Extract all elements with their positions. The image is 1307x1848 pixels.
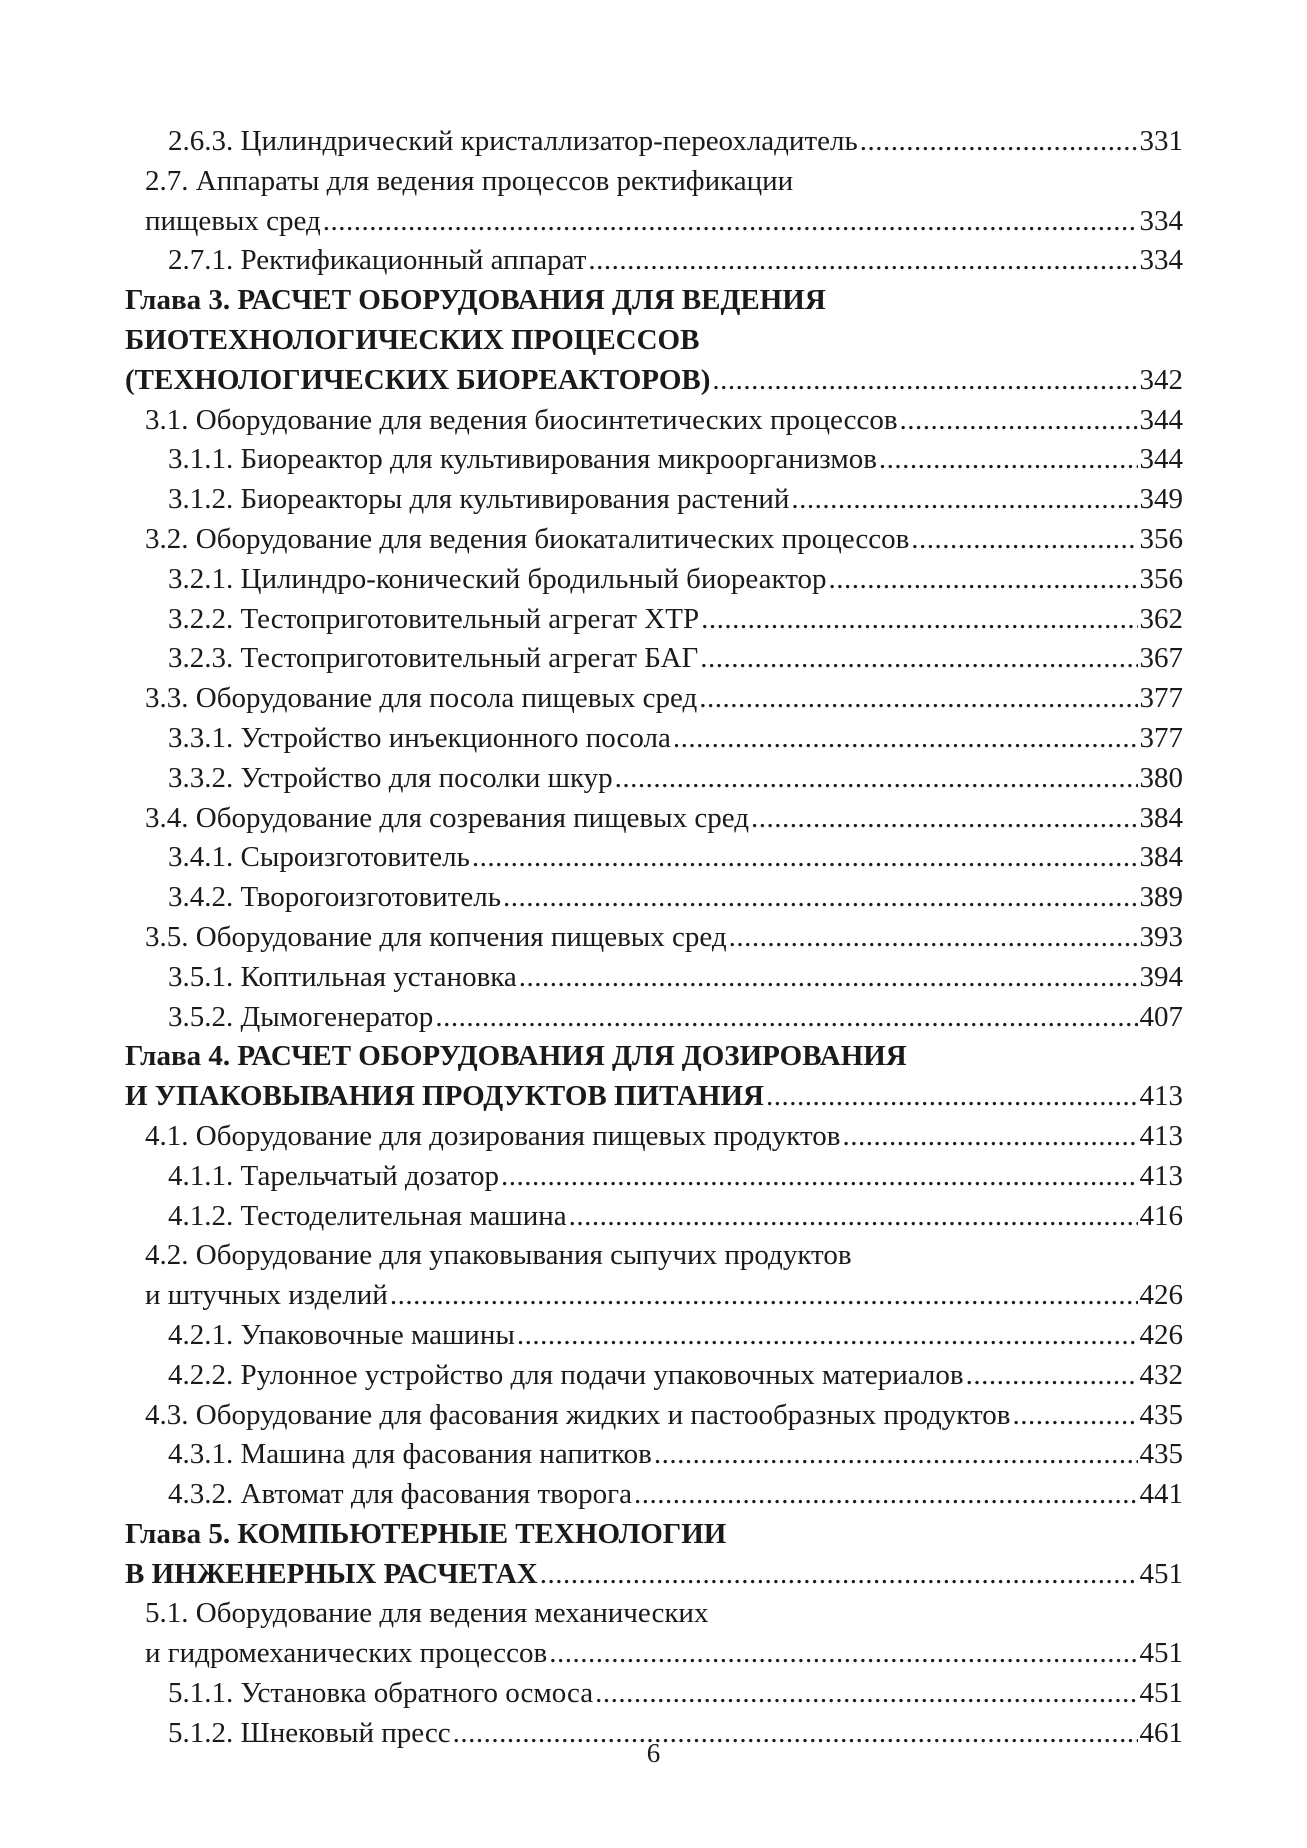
toc-page-number: 344 (1139, 403, 1183, 436)
page-number: 6 (646, 1738, 661, 1768)
dot-leader (860, 122, 1138, 162)
toc-entry-title: 5.1.1. Установка обратного осмоса (168, 1677, 594, 1710)
toc-entry (125, 1117, 1183, 1157)
toc-line (125, 1157, 1183, 1197)
toc-line (125, 1117, 1183, 1157)
dot-leader (712, 361, 1137, 401)
toc-entry-title: 5.1.2. Шнековый пресс (168, 1716, 451, 1749)
dot-leader (1012, 1396, 1137, 1436)
toc-entry (125, 560, 1183, 600)
toc-entry-title: 3.1. Оборудование для ведения биосинтетических процессов (145, 403, 898, 436)
toc-page-number: 435 (1139, 1398, 1183, 1431)
dot-leader (900, 401, 1138, 441)
toc-entry (125, 440, 1183, 480)
toc-entry-title: 4.3.1. Машина для фасования напитков (168, 1438, 652, 1471)
toc-page-number: 377 (1139, 721, 1183, 754)
dot-leader (654, 1435, 1138, 1475)
toc-entry-title: 4.1.2. Тестоделительная машина (168, 1199, 567, 1232)
dot-leader (829, 560, 1138, 600)
toc-entry-title: Глава 4. РАСЧЕТ ОБОРУДОВАНИЯ ДЛЯ ДОЗИРОВАНИЯ (125, 1040, 907, 1073)
dot-leader (390, 1276, 1138, 1316)
toc-entry-title: и гидромеханических процессов (145, 1637, 548, 1670)
toc-entry (125, 122, 1183, 162)
toc-page-number: 389 (1139, 881, 1183, 914)
toc-entry-title: 2.6.3. Цилиндрический кристаллизатор-переохладитель (168, 125, 858, 157)
toc-entry (125, 162, 1183, 242)
toc-entry (125, 401, 1183, 441)
toc-entry-title: 4.2.1. Упаковочные машины (168, 1318, 515, 1351)
dot-leader (517, 1316, 1138, 1356)
toc-entry-title: 3.1.1. Биореактор для культивирования микроорганизмов (168, 443, 877, 476)
toc-entry (125, 639, 1183, 679)
dot-leader (879, 440, 1138, 480)
toc-line (125, 361, 1183, 401)
toc-line (125, 202, 1183, 242)
dot-leader (615, 759, 1138, 799)
toc-line (125, 1197, 1183, 1237)
toc-line (125, 1435, 1183, 1475)
toc-page-number: 413 (1139, 1080, 1183, 1113)
dot-leader (766, 1077, 1138, 1117)
dot-leader (503, 878, 1138, 918)
toc-entry (125, 1396, 1183, 1436)
toc-entry (125, 958, 1183, 998)
toc-entry (125, 1157, 1183, 1197)
toc-page-number: 384 (1139, 841, 1183, 874)
toc-entry (125, 1475, 1183, 1515)
dot-leader (791, 480, 1137, 520)
toc-entry-title: Глава 5. КОМПЬЮТЕРНЫЕ ТЕХНОЛОГИИ (125, 1517, 727, 1550)
toc-entry (125, 679, 1183, 719)
toc-line (125, 480, 1183, 520)
toc-line (125, 1236, 1183, 1276)
toc-entry-title: 3.3.2. Устройство для посолки шкур (168, 761, 613, 794)
toc-entry-title: 4.1.1. Тарельчатый дозатор (168, 1159, 499, 1192)
toc-line (125, 321, 1183, 361)
toc-entry (125, 799, 1183, 839)
toc-entry (125, 1236, 1183, 1316)
toc-chapter-entry (125, 1037, 1183, 1117)
toc-line (125, 998, 1183, 1038)
toc-entry-title: 3.3.1. Устройство инъекционного посола (168, 721, 671, 754)
toc-page-number: 441 (1139, 1478, 1183, 1511)
toc-entry-title: 3.3. Оборудование для посола пищевых сред (145, 682, 698, 715)
dot-leader (673, 719, 1138, 759)
toc-entry-title: пищевых сред (145, 204, 321, 237)
toc-entry (125, 1435, 1183, 1475)
toc-line (125, 401, 1183, 441)
toc-entry-title: и штучных изделий (145, 1279, 388, 1312)
toc-line (125, 878, 1183, 918)
toc-page-number: 432 (1139, 1358, 1183, 1391)
dot-leader (699, 679, 1137, 719)
toc-line (125, 281, 1183, 321)
toc-entry (125, 838, 1183, 878)
toc-line (125, 958, 1183, 998)
toc-page-number: 451 (1139, 1557, 1183, 1590)
toc-page-number: 426 (1139, 1279, 1183, 1312)
toc-entry (125, 878, 1183, 918)
toc-page-number: 342 (1139, 363, 1183, 396)
dot-leader (729, 918, 1138, 958)
toc-page-number: 426 (1139, 1318, 1183, 1351)
toc-line (125, 1316, 1183, 1356)
toc-line (125, 560, 1183, 600)
toc-page-number: 362 (1139, 602, 1183, 635)
toc-page-number: 331 (1139, 125, 1183, 157)
toc-line (125, 241, 1183, 281)
toc-entry-title: 4.3. Оборудование для фасования жидких и пастообразных продуктов (145, 1398, 1011, 1431)
toc-entry-title: В ИНЖЕНЕРНЫХ РАСЧЕТАХ (125, 1557, 538, 1590)
toc-line (125, 1475, 1183, 1515)
toc-page-number: 384 (1139, 801, 1183, 834)
toc-line (125, 1674, 1183, 1714)
toc-entry-title: 4.1. Оборудование для дозирования пищевых продуктов (145, 1119, 841, 1152)
toc-line (125, 639, 1183, 679)
toc-page-number: 367 (1139, 642, 1183, 675)
toc-entry-title: БИОТЕХНОЛОГИЧЕСКИХ ПРОЦЕССОВ (125, 323, 700, 356)
toc-page-number: 416 (1139, 1199, 1183, 1232)
toc-entry-title: 4.2.2. Рулонное устройство для подачи упаковочных материалов (168, 1358, 964, 1391)
toc-entry-title: 3.2.3. Тестоприготовительный агрегат БАГ (168, 642, 699, 675)
toc-entry-title: 5.1. Оборудование для ведения механических (145, 1597, 709, 1630)
toc-entry-title: 3.4.1. Сыроизготовитель (168, 841, 470, 874)
toc-entry (125, 480, 1183, 520)
toc-entry (125, 520, 1183, 560)
toc-page-number: 407 (1139, 1000, 1183, 1033)
toc-line (125, 1634, 1183, 1674)
toc-entry (125, 241, 1183, 281)
dot-leader (588, 241, 1137, 281)
toc-entry-title: 2.7. Аппараты для ведения процессов ректификации (145, 164, 794, 197)
toc-line (125, 1594, 1183, 1634)
toc-line (125, 1396, 1183, 1436)
dot-leader (540, 1555, 1138, 1595)
dot-leader (843, 1117, 1138, 1157)
toc-entry-title: 3.2.2. Тестоприготовительный агрегат ХТР (168, 602, 700, 635)
dot-leader (472, 838, 1138, 878)
toc-chapter-entry (125, 1515, 1183, 1595)
toc-entry-title: (ТЕХНОЛОГИЧЕСКИХ БИОРЕАКТОРОВ) (125, 363, 711, 396)
toc-page-number: 356 (1139, 522, 1183, 555)
toc-line (125, 1356, 1183, 1396)
dot-leader (911, 520, 1137, 560)
toc-entry-title: И УПАКОВЫВАНИЯ ПРОДУКТОВ ПИТАНИЯ (125, 1080, 764, 1113)
toc-entry-title: 4.2. Оборудование для упаковывания сыпучих продуктов (145, 1239, 852, 1272)
dot-leader (501, 1157, 1138, 1197)
toc-entry-title: 3.2.1. Цилиндро-конический бродильный биореактор (168, 562, 827, 595)
toc-entry-title: 4.3.2. Автомат для фасования творога (168, 1478, 632, 1511)
toc-entry (125, 918, 1183, 958)
toc-entry (125, 1356, 1183, 1396)
toc-page-number: 451 (1139, 1677, 1183, 1710)
dot-leader (700, 639, 1137, 679)
toc-line (125, 719, 1183, 759)
toc-line (125, 440, 1183, 480)
dot-leader (323, 202, 1138, 242)
toc-entry-title: 3.5.1. Коптильная установка (168, 960, 517, 993)
toc-page-number: 451 (1139, 1637, 1183, 1670)
toc-page-number: 356 (1139, 562, 1183, 595)
toc-line (125, 759, 1183, 799)
dot-leader (701, 600, 1137, 640)
toc-page-number: 380 (1139, 761, 1183, 794)
toc-page-number: 377 (1139, 682, 1183, 715)
toc-line (125, 838, 1183, 878)
table-of-contents (125, 122, 1183, 1754)
toc-entry (125, 1594, 1183, 1674)
toc-line (125, 1276, 1183, 1316)
toc-page-number: 393 (1139, 920, 1183, 953)
toc-page-number: 344 (1139, 443, 1183, 476)
toc-line (125, 600, 1183, 640)
toc-entry (125, 719, 1183, 759)
toc-page-number: 334 (1139, 244, 1183, 277)
dot-leader (751, 799, 1138, 839)
toc-entry-title: Глава 3. РАСЧЕТ ОБОРУДОВАНИЯ ДЛЯ ВЕДЕНИЯ (125, 284, 826, 317)
toc-entry (125, 1674, 1183, 1714)
toc-line (125, 520, 1183, 560)
toc-line (125, 799, 1183, 839)
dot-leader (634, 1475, 1138, 1515)
toc-page-number: 435 (1139, 1438, 1183, 1471)
toc-entry-title: 3.4. Оборудование для созревания пищевых сред (145, 801, 749, 834)
toc-line (125, 679, 1183, 719)
toc-entry-title: 3.2. Оборудование для ведения биокаталитических процессов (145, 522, 910, 555)
toc-page-number: 394 (1139, 960, 1183, 993)
toc-line (125, 1515, 1183, 1555)
toc-entry-title: 3.4.2. Творогоизготовитель (168, 881, 501, 914)
toc-entry (125, 1197, 1183, 1237)
toc-entry-title: 3.1.2. Биореакторы для культивирования растений (168, 483, 790, 516)
dot-leader (966, 1356, 1138, 1396)
toc-page-number: 349 (1139, 483, 1183, 516)
toc-entry-title: 3.5. Оборудование для копчения пищевых сред (145, 920, 727, 953)
dot-leader (549, 1634, 1137, 1674)
toc-page-number: 334 (1139, 204, 1183, 237)
toc-line (125, 1555, 1183, 1595)
dot-leader (519, 958, 1138, 998)
toc-entry (125, 600, 1183, 640)
toc-entry (125, 1316, 1183, 1356)
dot-leader (435, 998, 1137, 1038)
dot-leader (569, 1197, 1138, 1237)
toc-entry-title: 3.5.2. Дымогенератор (168, 1000, 434, 1033)
toc-line (125, 1077, 1183, 1117)
dot-leader (595, 1674, 1137, 1714)
toc-line (125, 122, 1183, 162)
toc-entry-title: 2.7.1. Ректификационный аппарат (168, 244, 587, 277)
toc-line (125, 1037, 1183, 1077)
toc-entry (125, 998, 1183, 1038)
toc-page-number: 413 (1139, 1119, 1183, 1152)
toc-page-number: 461 (1139, 1716, 1183, 1749)
toc-chapter-entry (125, 281, 1183, 400)
toc-entry (125, 759, 1183, 799)
toc-line (125, 918, 1183, 958)
toc-page-number: 413 (1139, 1159, 1183, 1192)
toc-line (125, 162, 1183, 202)
